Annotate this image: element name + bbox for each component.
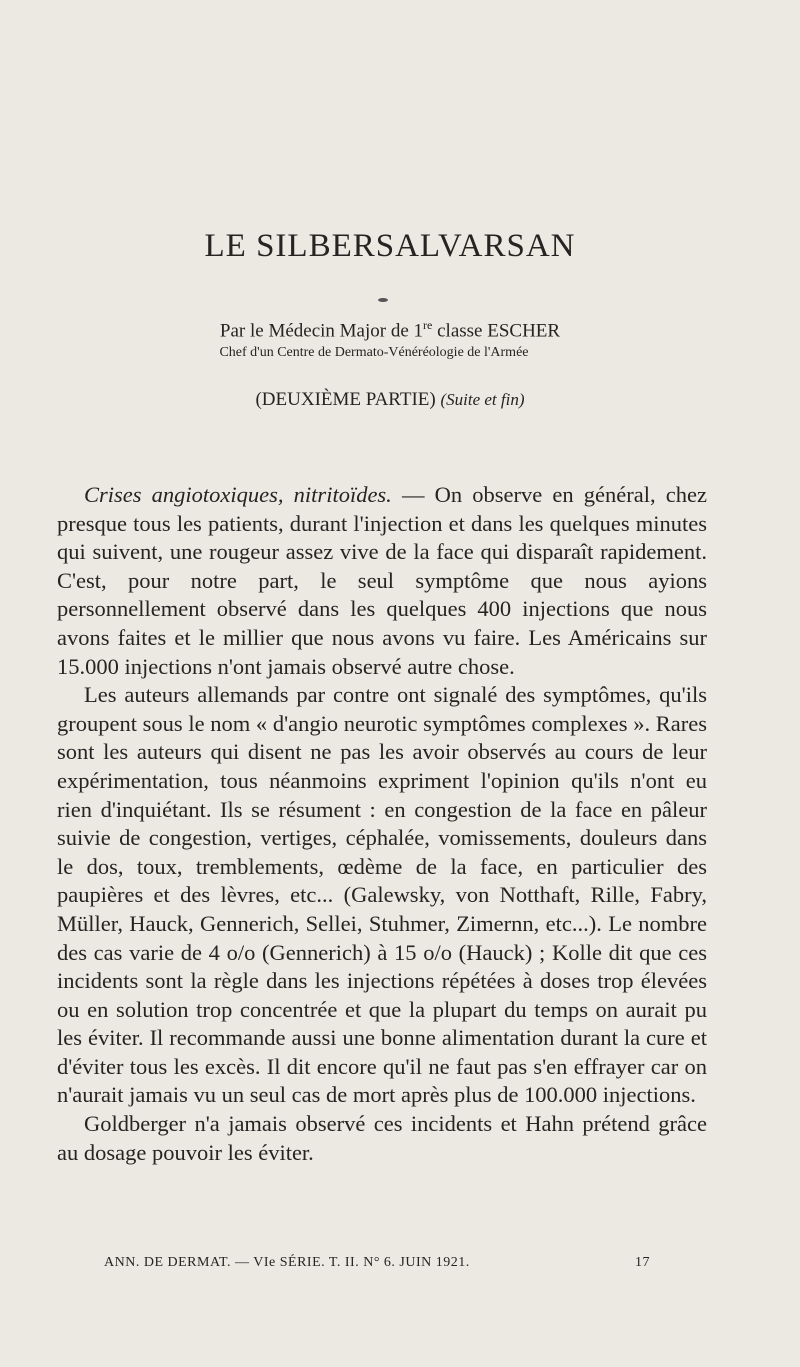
article-title: LE SILBERSALVARSAN: [204, 228, 576, 264]
author-prefix: Par le Médecin Major de 1: [219, 320, 424, 342]
page-number: 17: [635, 1255, 650, 1270]
page-footer: [104, 1255, 650, 1271]
article-body: [57, 481, 707, 1167]
paragraph-1: [57, 481, 707, 681]
section-heading: Crises angiotoxiques, nitritoïdes.: [84, 482, 392, 507]
author-line: [0, 318, 780, 342]
paragraph-1-text: — On observe en général, chez presque tous les patients, durant l'injection et dans les quelques minutes qui suivent, une rougeur assez vive de la face qui disparaît rapidement. C'est, pour notre part, le seul symptôme que nous ayions personnellement observé dans les quelques 400 injections que nous avons faites et le millier que nous avons vu faire. Les Américains sur 15.000 injections n'ont jamais observé autre chose.: [57, 482, 707, 679]
title-ornament: [378, 298, 388, 302]
author-affiliation: Chef d'un Centre de Dermato-Vénéréologie de l'Armée: [219, 345, 529, 360]
journal-citation: ANN. DE DERMAT. — VIe SÉRIE. T. II. N° 6. JUIN 1921.: [104, 1255, 470, 1270]
paragraph-2: Les auteurs allemands par contre ont signalé des symptômes, qu'ils groupent sous le nom « d'angio neurotic symptômes complexes ». Rares sont les auteurs qui disent ne pas les avoir observés au cours de leur expérimentation, tous néanmoins expriment l'opinion qu'ils n'ont eu rien d'inquiétant. Ils se résument : en congestion de la face en pâleur suivie de congestion, vertiges, céphalée, vomissements, douleurs dans le dos, toux, tremblements, œdème de la face, en particulier des paupières et des lèvres, etc... (Galewsky, von Notthaft, Rille, Fabry, Müller, Hauck, Gennerich, Sellei, Stuhmer, Zimernn, etc...). Le nombre des cas varie de 4 o/o (Gennerich) à 15 o/o (Hauck) ; Kolle dit que ces incidents sont la règle dans les injections répétées à doses trop élevées ou en solution trop concentrée et que la plupart du temps on aurait pu les éviter. Il recommande aussi une bonne alimentation durant la cure et d'éviter tous les excès. Il dit encore qu'il ne faut pas s'en effrayer car on n'aurait jamais vu un seul cas de mort après plus de 100.000 injections.: [57, 682, 707, 1108]
author-suffix: classe ESCHER: [432, 320, 561, 342]
paragraph-3: Goldberger n'a jamais observé ces incidents et Hahn prétend grâce au dosage pouvoir les éviter.: [57, 1111, 707, 1165]
author-superscript: re: [423, 318, 433, 332]
part-heading: [0, 389, 780, 411]
part-note: (Suite et fin): [440, 390, 525, 409]
part-label: (DEUXIÈME PARTIE): [255, 389, 436, 410]
